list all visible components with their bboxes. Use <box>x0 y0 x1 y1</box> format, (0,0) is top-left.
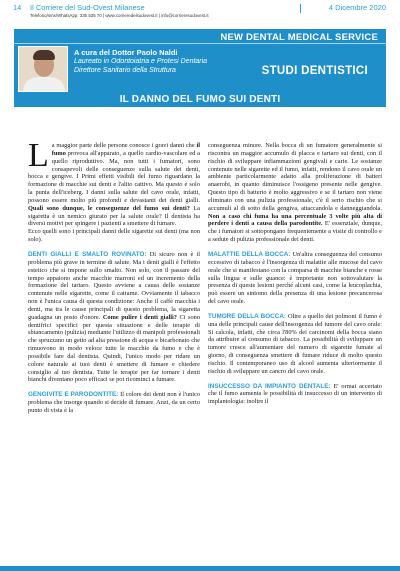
section-heading: GENGIVITE E PARODONTITE: <box>28 391 119 399</box>
author-line: A cura del Dottor Paolo Naldi <box>74 48 178 57</box>
article-column-right <box>208 142 382 413</box>
section-yellow-teeth: DENTI GIALLI E SMALTO ROVINATO: Di sicuro non è il problema più grave in termine di salute. Ma i denti gialli è l'effetto estetico che si impone sullo smalto. Non solo, con il passare del tempo appaiono anche macchie marroni ed un incremento della formazione del tartaro. Questo avviene a causa delle sostanze contenute nelle sigarette, come il catrame. Ovviamente il tabacco non è l'unica causa di questa condizione: Anche il caffè macchia i denti, ma tra le cause principali di questo problema, la sigaretta guadagna un posto d'onore. Come pulire i denti gialli? Ci sono dentifrici specifici per questa situazione e delle terapie di sbiancamento (pulizia) mediante l'utilizzo di manipoli professionali che spruzzano un getto ad alta pressione di acqua e bicarbonato che rimuovono in modo veloce tutte le macchie da fumo e che è possibile fare dal dentista. Quindi, l'unico modo per ridare un colore naturale ai tuoi denti è smettere di fumare e chiedere consiglio al tuo dentista. Tutte le terapie per far tornare i denti bianchi diventano poco efficaci se poi ricominci a fumare. <box>28 250 200 384</box>
author-credentials <box>74 58 207 75</box>
credential-role: Direttore Sanitario della Struttura <box>74 66 176 74</box>
doctor-portrait-icon <box>18 46 68 92</box>
section-banner <box>14 29 386 107</box>
section-label: NEW DENTAL MEDICAL SERVICE <box>220 32 378 43</box>
contact-line: Telefono/sms/WhatsApp: 335 535 70 | www.corrieredelsudovest.it | info@corrieresudovest.it <box>30 13 209 18</box>
banner-divider <box>14 43 386 44</box>
section-gingivitis: GENGIVITE E PARODONTITE: Il colore dei denti non è l'unico problema che insorge quando si decide di fumare. Anzi, da un certo punto di vista è la <box>28 391 200 414</box>
section-heading: MALATTIE DELLA BOCCA: <box>208 250 291 258</box>
section-heading: TUMORE DELLA BOCCA: <box>208 312 287 320</box>
header-divider <box>300 4 301 13</box>
bottom-accent-bar <box>0 566 400 571</box>
publication-name: Il Corriere del Sud-Ovest Milanese <box>30 3 145 12</box>
article-column-left <box>28 137 200 422</box>
article-title: IL DANNO DEL FUMO SUI DENTI <box>119 94 281 105</box>
section-heading: DENTI GIALLI E SMALTO ROVINATO: <box>28 250 147 258</box>
gingivitis-continued: conseguenza minore. Nella bocca di un fumatore generalmente si riscontra un maggior accumulo di placca e tartaro sui denti, con il rischio di sviluppare infiammazioni gengivali e carie. Le sostanze contenute nelle sigarette ed il fumo, infatti, rendono il cavo orale un ambiente particolarmente adatto alla proliferazione di batteri anaerobi, in quanto diminuisce l'ossigeno presente nelle gengive. Questo tipo di batterio è molto aggressivo e se il tartaro non viene eliminato con una pulizia professionale, c'è il serio rischio che si accumuli al di sotto della gengiva, attaccandola e danneggiandola. Non a caso chi fuma ha una percentuale 3 volte più alta di perdere i denti a causa della parodontite. E' essenziale, dunque, che i fumatori si sottopongano frequentemente a visite di controllo e a sedute di pulizia professionale dei denti. <box>208 142 382 244</box>
section-heading: INSUCCESSO DA IMPIANTO DENTALE: <box>208 382 331 390</box>
drop-cap: L <box>28 137 49 174</box>
page-header <box>0 0 400 30</box>
section-mouth-cancer: TUMORE DELLA BOCCA: Oltre a quello dei polmoni il fumo è una delle principali cause dell'insorgenza del tumore del cavo orale: Si calcola, infatti, che circa l'80% dei carcinomi della bocca siano da attribuire al consumo di tabacco. La possibilità di sviluppare un tumore cresce all'aumentare del numero di sigarette fumate al giorno, di conseguenza smettere di fumare riduce di molto questo rischio. Il contemporaneo uso di alcool aumenta ulteriormente il rischio di sviluppare un cancro del cavo orale. <box>208 312 382 375</box>
intro-paragraph: La maggior parte delle persone conosce i gravi danni che il fumo provoca all'apparato, a quello cardio-vascolare ed a quello riproduttivo. Ma, non tutti i fumatori, sono consapevoli delle conseguenze sulla salute dei denti, bocca e gengive. I Primi effetti visibili del fumo riguardano la formazione di macchie sui denti e l'alito cattivo. Ma questo è solo la punta dell'iceberg. I danni sulla salute del cavo orale, infatti, possono essere molto più profondi e devastanti dei denti gialli. Quali sono dunque, le conseguenze del fumo sui denti? La sigaretta è un nemico giurato per la salute orale? Il dentista ha diversi motivi per spingere i pazienti a smettere di fumare. Ecco quelli sono i principali danni delle sigarette sui denti (ma non solo). <box>28 137 200 244</box>
section-mouth-diseases: MALATTIE DELLA BOCCA: Un'altra conseguenza del consumo eccessivo di tabacco è l'insorgenza di malattie alle mucose del cavo orale che si manifestano con la comparsa di macchie bianche e rosse sulla lingua e sulle guance: è importante non sottovalutare la presenza di queste lesioni perché alcuni casi, come la leucoplachia, può essere un sintomo della presenza di una lesione precancerosa del cavo orale. <box>208 250 382 306</box>
credential-degree: Laureato in Odontoiatria e Protesi Dentaria <box>74 58 208 65</box>
column-name: STUDI DENTISTICI <box>261 65 368 77</box>
issue-date: 4 Dicembre 2020 <box>328 3 386 12</box>
section-implant-failure: INSUCCESSO DA IMPIANTO DENTALE: E' ormai accertato che il fumo aumenta le possibilità di insuccesso di un intervento di implantologia: inoltre il <box>208 382 382 406</box>
page-number: 14 <box>13 3 22 12</box>
